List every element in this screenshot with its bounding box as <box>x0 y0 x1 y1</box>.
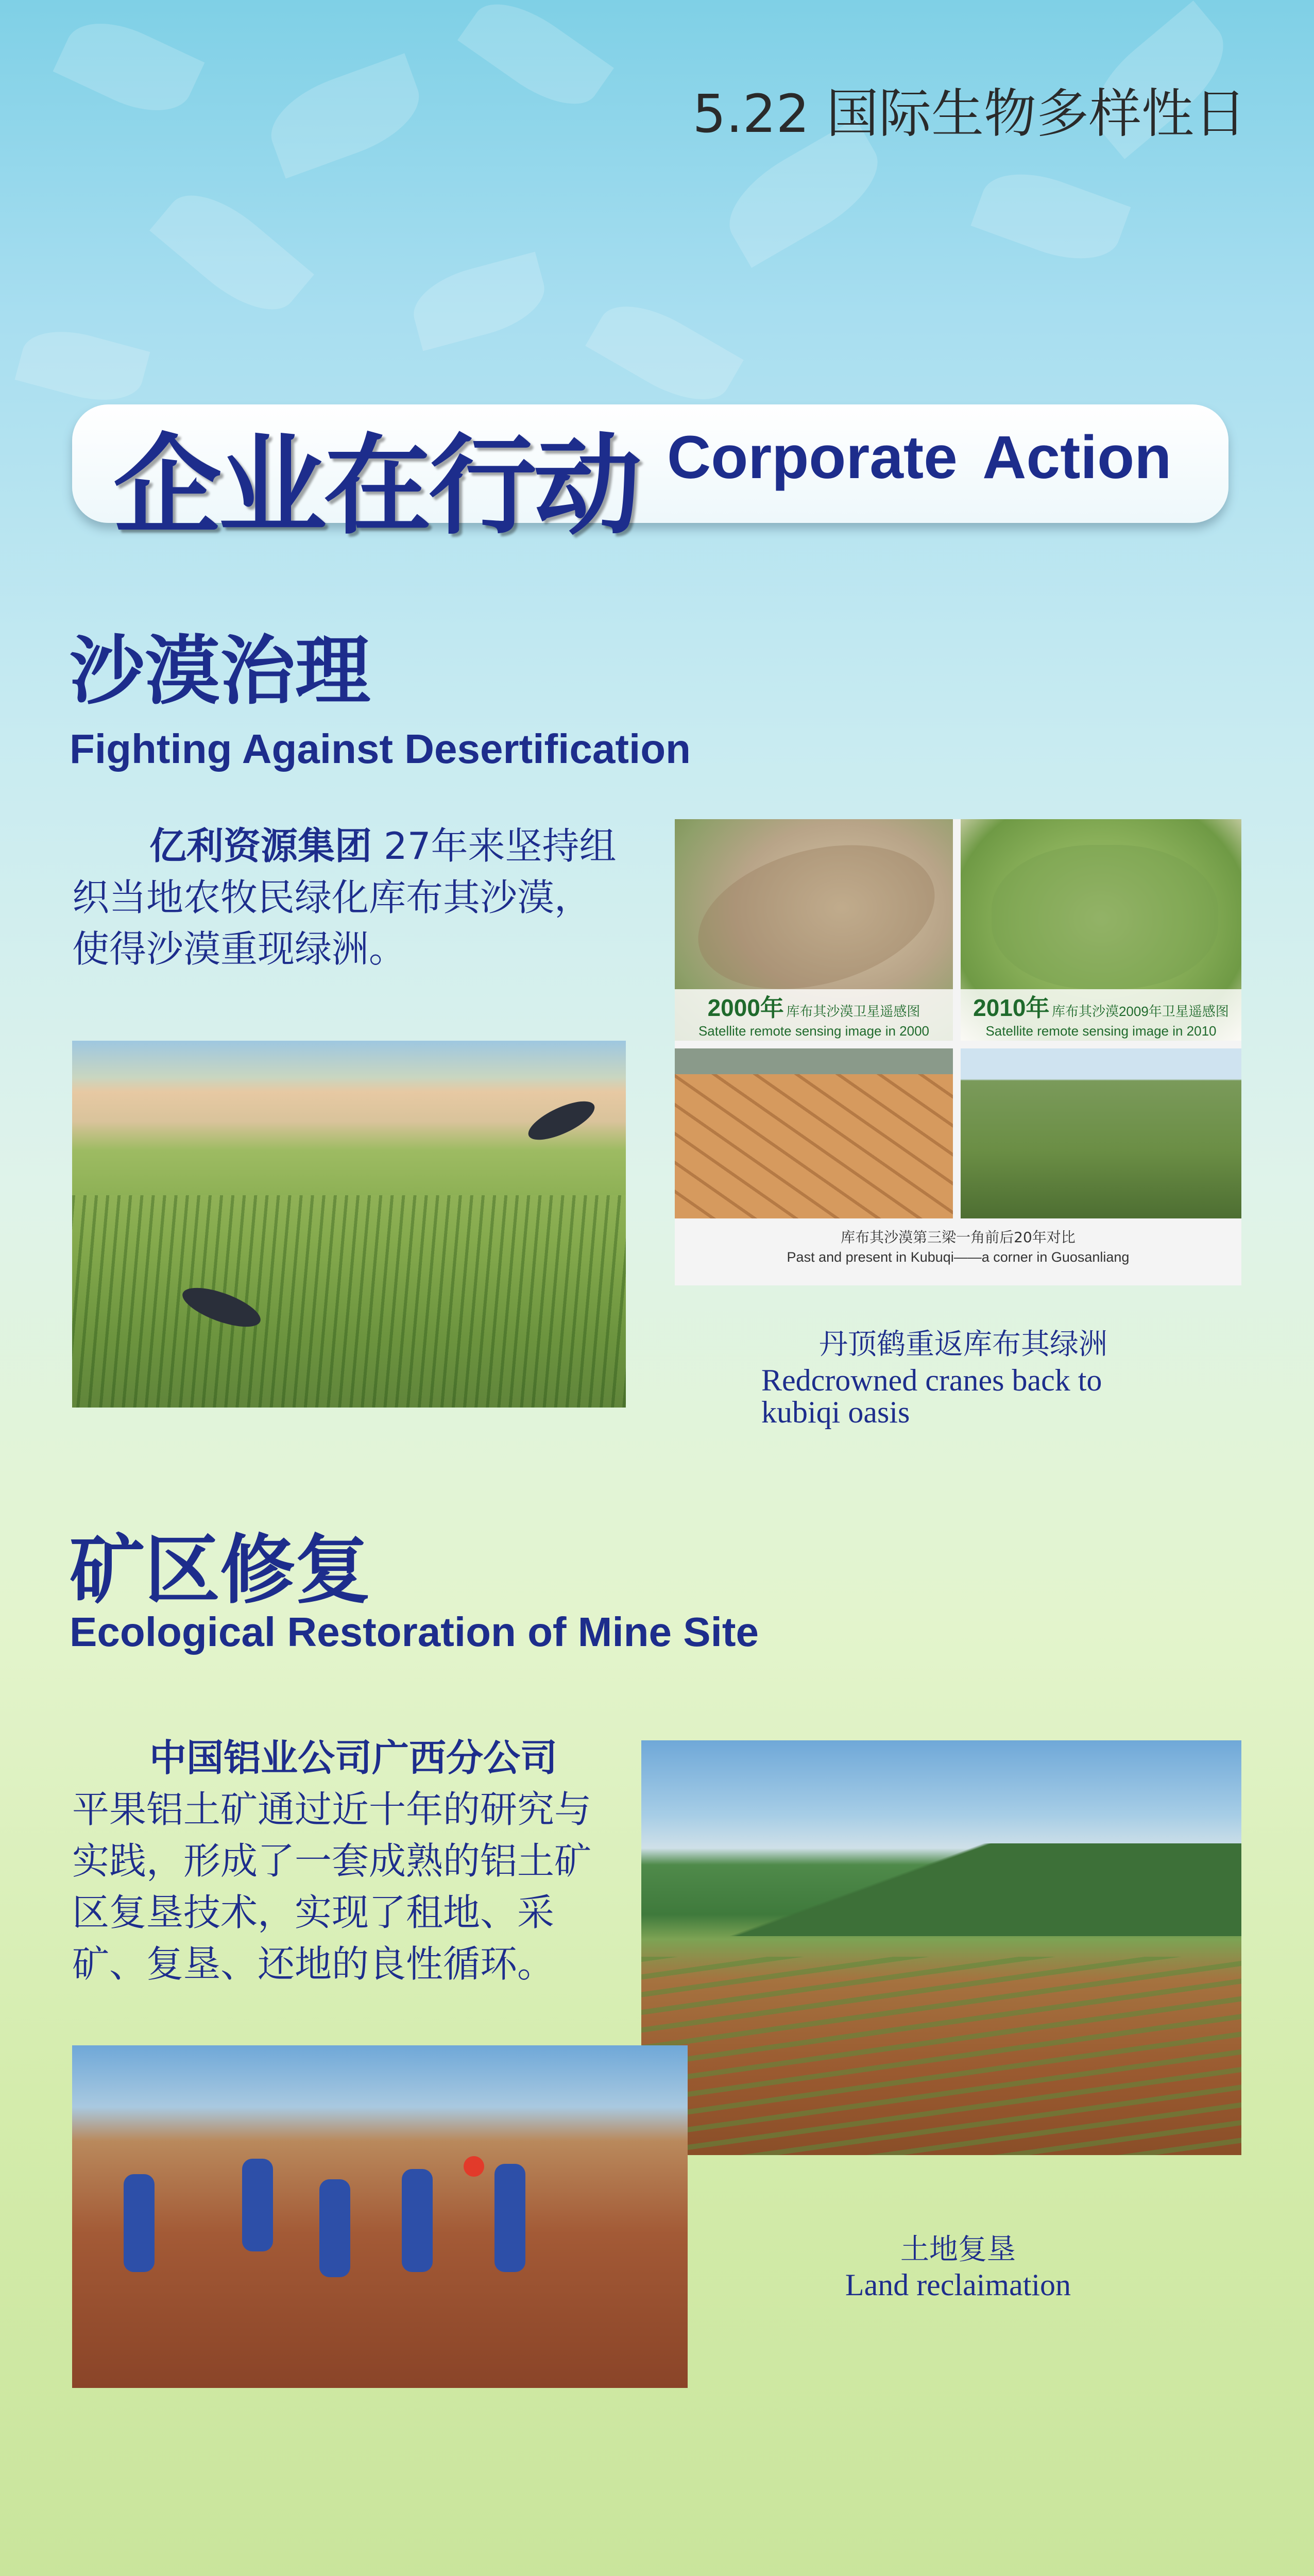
section2-company: 中国铝业公司广西分公司 <box>149 1736 558 1780</box>
crane-caption-cn: 丹顶鹤重返库布其绿洲 <box>819 1328 1107 1361</box>
desert-past-photo <box>675 1048 953 1218</box>
reclamation-caption-cn: 土地复垦 <box>900 2233 1016 2266</box>
crane-photo <box>72 1041 626 1408</box>
satellite-2000-label-en: Satellite remote sensing image in 2000 <box>698 1023 930 1039</box>
workers-photo <box>72 2045 688 2388</box>
crane-caption-en: Redcrowned cranes back to kubiqi oasis <box>761 1363 1102 1429</box>
satellite-2010-label-cn: 库布其沙漠2009年卫星遥感图 <box>1051 1004 1229 1019</box>
satellite-2010-year: 2010年 <box>973 994 1050 1021</box>
satellite-2010-label-en: Satellite remote sensing image in 2010 <box>985 1023 1217 1039</box>
section1-title-cn: 沙漠治理 <box>70 628 370 715</box>
satellite-2000-image <box>675 819 953 1041</box>
crane-bird-1 <box>523 1094 600 1147</box>
comparison-caption-en: Past and present in Kubuqi——a corner in Guosanliang <box>787 1249 1130 1265</box>
satellite-2000-label-cn: 库布其沙漠卫星遥感图 <box>786 1004 920 1019</box>
section1-paragraph <box>72 820 618 975</box>
section1-title-en: Fighting Against Desertification <box>70 726 691 772</box>
reclamation-caption-en: Land reclaimation <box>845 2268 1071 2302</box>
land-reclamation-photo <box>641 1740 1241 2155</box>
section1-body: 27年来坚持组织当地农牧民绿化库布其沙漠，使得沙漠重现绿洲。 <box>72 824 617 971</box>
desert-present-photo <box>961 1048 1241 1218</box>
satellite-2010-image <box>961 819 1241 1041</box>
banner-title-cn: 企业在行动 <box>113 423 639 549</box>
section2-title-cn: 矿区修复 <box>70 1527 370 1614</box>
page-date-title: 5.22 国际生物多样性日 <box>692 83 1247 145</box>
section2-paragraph <box>72 1732 600 1990</box>
section1-company: 亿利资源集团 <box>149 824 372 868</box>
section2-body: 平果铝土矿通过近十年的研究与实践，形成了一套成熟的铝土矿区复垦技术，实现了租地、采矿、复垦、还地的良性循环。 <box>72 1788 592 1986</box>
banner-title-en: Corporate Action <box>667 423 1172 492</box>
satellite-2000-year: 2000年 <box>707 994 784 1021</box>
comparison-caption-cn: 库布其沙漠第三梁一角前后20年对比 <box>841 1229 1076 1246</box>
desert-comparison-image <box>675 819 1241 1285</box>
section2-title-en: Ecological Restoration of Mine Site <box>70 1609 759 1655</box>
